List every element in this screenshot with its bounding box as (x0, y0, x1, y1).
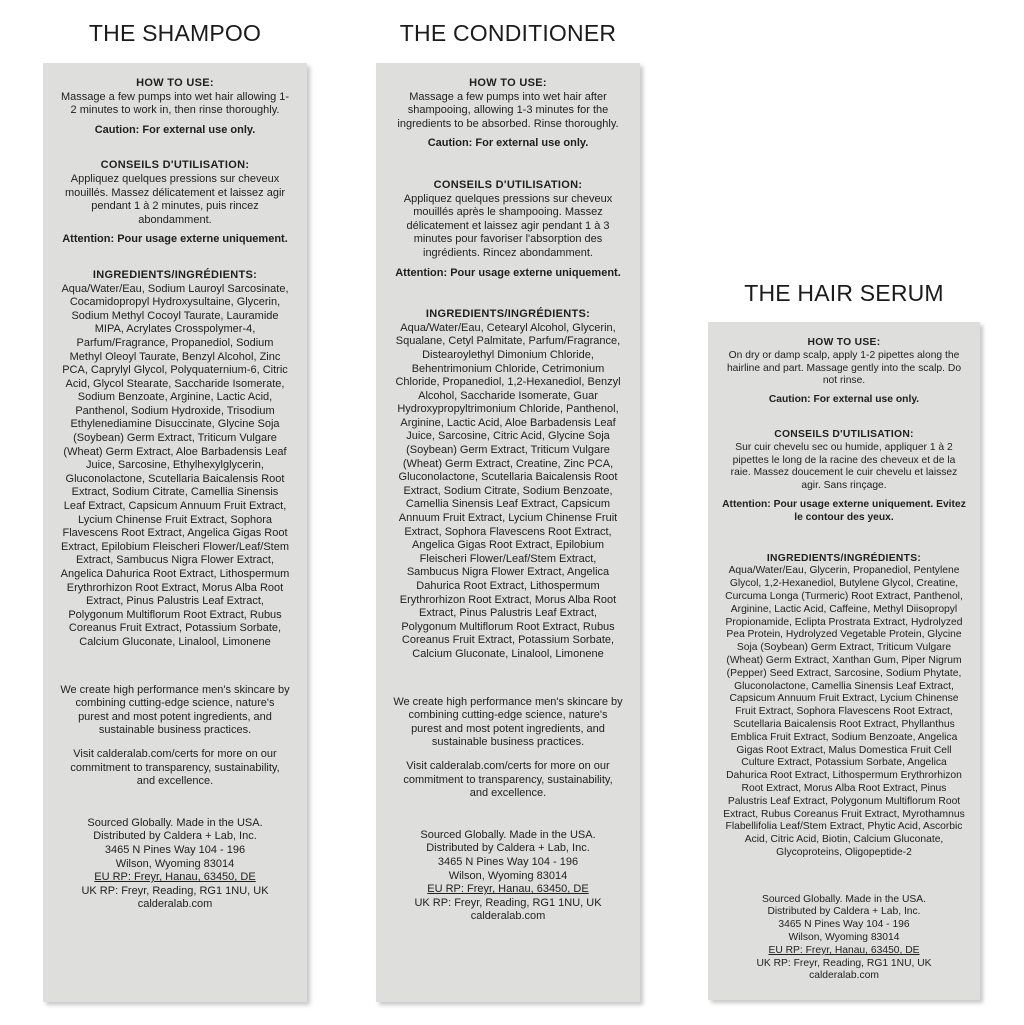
conditioner-address-line2: Wilson, Wyoming 83014 (448, 869, 568, 882)
conditioner-visit-text: Visit calderalab.com/certs for more on our commitment to transparency, sustainability, and excellence. (403, 759, 613, 800)
conditioner-conseils-heading: CONSEILS D'UTILISATION: (433, 178, 583, 191)
shampoo-address-line1: 3465 N Pines Way 104 - 196 (104, 843, 246, 856)
shampoo-about-text: We create high performance men's skincare by combining cutting-edge science, nature's purest and most potent ingredients, and sustainable business practices. (60, 683, 290, 737)
shampoo-attention: Attention: Pour usage externe uniquement. (62, 233, 288, 246)
shampoo-website: calderalab.com (137, 898, 213, 911)
conditioner-distributed: Distributed by Caldera + Lab, Inc. (426, 842, 590, 855)
serum-conseils-text: Sur cuir chevelu sec ou humide, appliquer 1 à 2 pipettes le long de la racine des cheveux et de la raie. Massez doucement le cuir chevelu et laissez agir. Sans rinçage. (730, 441, 958, 492)
serum-howto-heading: HOW TO USE: (807, 337, 881, 348)
conditioner-caution: Caution: For external use only. (427, 137, 589, 150)
serum-conseils-heading: CONSEILS D'UTILISATION: (774, 428, 914, 440)
shampoo-howto-text: Massage a few pumps into wet hair allowing 1-2 minutes to work in, then rinse thoroughly. (60, 90, 290, 117)
shampoo-label-panel (43, 63, 307, 1002)
shampoo-conseils-heading: CONSEILS D'UTILISATION: (100, 159, 250, 172)
serum-title: THE HAIR SERUM (744, 280, 944, 306)
serum-address-line1: 3465 N Pines Way 104 - 196 (778, 919, 910, 931)
serum-sourced: Sourced Globally. Made in the USA. (761, 893, 927, 905)
serum-website: calderalab.com (809, 970, 879, 982)
serum-howto-text: On dry or damp scalp, apply 1-2 pipettes along the hairline and part. Massage gently into the scalp. Do not rinse. (726, 349, 962, 387)
conditioner-website: calderalab.com (470, 910, 546, 923)
shampoo-eu-rp: EU RP: Freyr, Hanau, 63450, DE (94, 871, 256, 884)
shampoo-howto-heading: HOW TO USE: (136, 77, 214, 89)
shampoo-distributed: Distributed by Caldera + Lab, Inc. (93, 830, 257, 843)
conditioner-howto-heading: HOW TO USE: (469, 77, 547, 89)
serum-uk-rp: UK RP: Freyr, Reading, RG1 1NU, UK (756, 957, 932, 969)
conditioner-label-panel (376, 63, 640, 1002)
shampoo-uk-rp: UK RP: Freyr, Reading, RG1 1NU, UK (81, 884, 269, 897)
shampoo-ingredients-text: Aqua/Water/Eau, Sodium Lauroyl Sarcosinate, Cocamidopropyl Hydroxysultaine, Glycerin, Sodium Methyl Cocoyl Taurate, Lauramide MIPA, Acrylates Crosspolymer-4, Parfum/Fragrance, Propanediol, Sodium Methyl Oleoyl Taurate, Benzyl Alcohol, Zinc PCA, Caprylyl Glycol, Polyquaternium-6, Citric Acid, Glycol Stearate, Saccharide Isomerate, Sodium Benzoate, Arginine, Lactic Acid, Panthenol, Sodium Hydroxide, Trisodium Ethylenediamine Disuccinate, Glycine Soja (Soybean) Germ Extract, Triticum Vulgare (Wheat) Germ Extract, Aloe Barbadensis Leaf Juice, Sarcosine, Ethylhexylglycerin, Gluconolactone, Scutellaria Baicalensis Root Extract, Sodium Citrate, Camellia Sinensis Leaf Extract, Capsicum Annuum Fruit Extract, Lycium Chinense Fruit Extract, Sophora Flavescens Root Extract, Angelica Gigas Root Extract, Epilobium Fleischeri Flower/Leaf/Stem Extract, Sambucus Nigra Flower Extract, Angelica Dahurica Root Extract, Lithospermum Erythrorhizon Root Extract, Morus Alba Root Extract, Pinus Palustris Leaf Extract, Polygonum Multiflorum Root Extract, Rubus Coreanus Fruit Extract, Potassium Sorbate, Calcium Gluconate, Linalool, Limonene (60, 282, 290, 648)
conditioner-uk-rp: UK RP: Freyr, Reading, RG1 1NU, UK (414, 896, 602, 909)
serum-ingredients-text: Aqua/Water/Eau, Glycerin, Propanediol, Pentylene Glycol, 1,2-Hexanediol, Butylene Glycol, Creatine, Curcuma Longa (Turmeric) Root Extract, Panthenol, Arginine, Lactic Acid, Caffeine, Methyl Diisopropyl Propionamide, Eclipta Prostrata Extract, Hydrolyzed Pea Protein, Hydrolyzed Vegetable Protein, Glycine Soja (Soybean) Germ Extract, Triticum Vulgare (Wheat) Germ Extract, Xanthan Gum, Piper Nigrum (Pepper) Seed Extract, Sarcosine, Sodium Phytate, Gluconolactone, Camellia Sinensis Leaf Extract, Capsicum Annuum Fruit Extract, Lycium Chinense Fruit Extract, Sophora Flavescens Root Extract, Scutellaria Baicalensis Root Extract, Phyllanthus Emblica Fruit Extract, Sodium Benzoate, Angelica Gigas Root Extract, Malus Domestica Fruit Cell Culture Extract, Potassium Sorbate, Angelica Dahurica Root Extract, Lithospermum Erythrorhizon Root Extract, Morus Alba Root Extract, Pinus Palustris Leaf Extract, Polygonum Multiflorum Root Extract, Rubus Coreanus Fruit Extract, Myrothamnus Flabellifolia Leaf/Stem Extract, Phytic Acid, Ascorbic Acid, Citric Acid, Biotin, Calcium Gluconate, Glycoproteins, Oligopeptide-2 (723, 565, 965, 858)
conditioner-ingredients-heading: INGREDIENTS/INGRÉDIENTS: (425, 308, 591, 321)
shampoo-title: THE SHAMPOO (88, 20, 262, 46)
serum-attention: Attention: Pour usage externe uniquement. Evitez le contour des yeux. (722, 498, 966, 523)
conditioner-title: THE CONDITIONER (399, 20, 617, 46)
serum-ingredients-heading: INGREDIENTS/INGRÉDIENTS: (766, 552, 922, 564)
serum-address-line2: Wilson, Wyoming 83014 (788, 932, 900, 944)
conditioner-conseils-text: Appliquez quelques pressions sur cheveux mouillés après le shampooing. Massez délicatement et laissez agir pendant 1 à 3 minutes pour favoriser l'absorption des ingrédients. Rincez abondamment. (403, 192, 613, 259)
shampoo-sourced: Sourced Globally. Made in the USA. (87, 816, 263, 829)
conditioner-address-line1: 3465 N Pines Way 104 - 196 (437, 855, 579, 868)
serum-caution: Caution: For external use only. (768, 394, 920, 406)
shampoo-address-line2: Wilson, Wyoming 83014 (115, 857, 235, 870)
conditioner-ingredients-text: Aqua/Water/Eau, Cetearyl Alcohol, Glycerin, Squalane, Cetyl Palmitate, Parfum/Fragrance, Distearoylethyl Dimonium Chloride, Behentrimonium Chloride, Cetrimonium Chloride, Propanediol, 1,2-Hexanediol, Benzyl Alcohol, Saccharide Isomerate, Guar Hydroxypropyltrimonium Chloride, Panthenol, Arginine, Lactic Acid, Aloe Barbadensis Leaf Juice, Sarcosine, Citric Acid, Glycine Soja (Soybean) Germ Extract, Triticum Vulgare (Wheat) Germ Extract, Creatine, Zinc PCA, Gluconolactone, Scutellaria Baicalensis Root Extract, Sodium Citrate, Sodium Benzoate, Camellia Sinensis Leaf Extract, Capsicum Annuum Fruit Extract, Lycium Chinense Fruit Extract, Sophora Flavescens Root Extract, Angelica Gigas Root Extract, Epilobium Fleischeri Flower/Leaf/Stem Extract, Sambucus Nigra Flower Extract, Angelica Dahurica Root Extract, Lithospermum Erythrorhizon Root Extract, Morus Alba Root Extract, Pinus Palustris Leaf Extract, Polygonum Multiflorum Root Extract, Rubus Coreanus Fruit Extract, Potassium Sorbate, Calcium Gluconate, Linalool, Limonene (395, 321, 621, 660)
conditioner-about-text: We create high performance men's skincare by combining cutting-edge science, nature's purest and most potent ingredients, and sustainable business practices. (393, 695, 623, 749)
conditioner-howto-text: Massage a few pumps into wet hair after shampooing, allowing 1-3 minutes for the ingredients to be absorbed. Rinse thoroughly. (397, 90, 619, 130)
shampoo-caution: Caution: For external use only. (94, 123, 256, 136)
conditioner-attention: Attention: Pour usage externe uniquement. (395, 266, 621, 279)
serum-distributed: Distributed by Caldera + Lab, Inc. (767, 906, 921, 918)
shampoo-visit-text: Visit calderalab.com/certs for more on our commitment to transparency, sustainability, and excellence. (70, 747, 280, 788)
serum-eu-rp: EU RP: Freyr, Hanau, 63450, DE (768, 944, 920, 956)
conditioner-sourced: Sourced Globally. Made in the USA. (420, 828, 596, 841)
shampoo-conseils-text: Appliquez quelques pressions sur cheveux mouillés. Massez délicatement et laissez agir pendant 1 à 2 minutes, puis rincez abondamment. (64, 172, 286, 226)
serum-label-panel (708, 322, 980, 1000)
conditioner-eu-rp: EU RP: Freyr, Hanau, 63450, DE (427, 883, 589, 896)
shampoo-ingredients-heading: INGREDIENTS/INGRÉDIENTS: (92, 268, 258, 281)
